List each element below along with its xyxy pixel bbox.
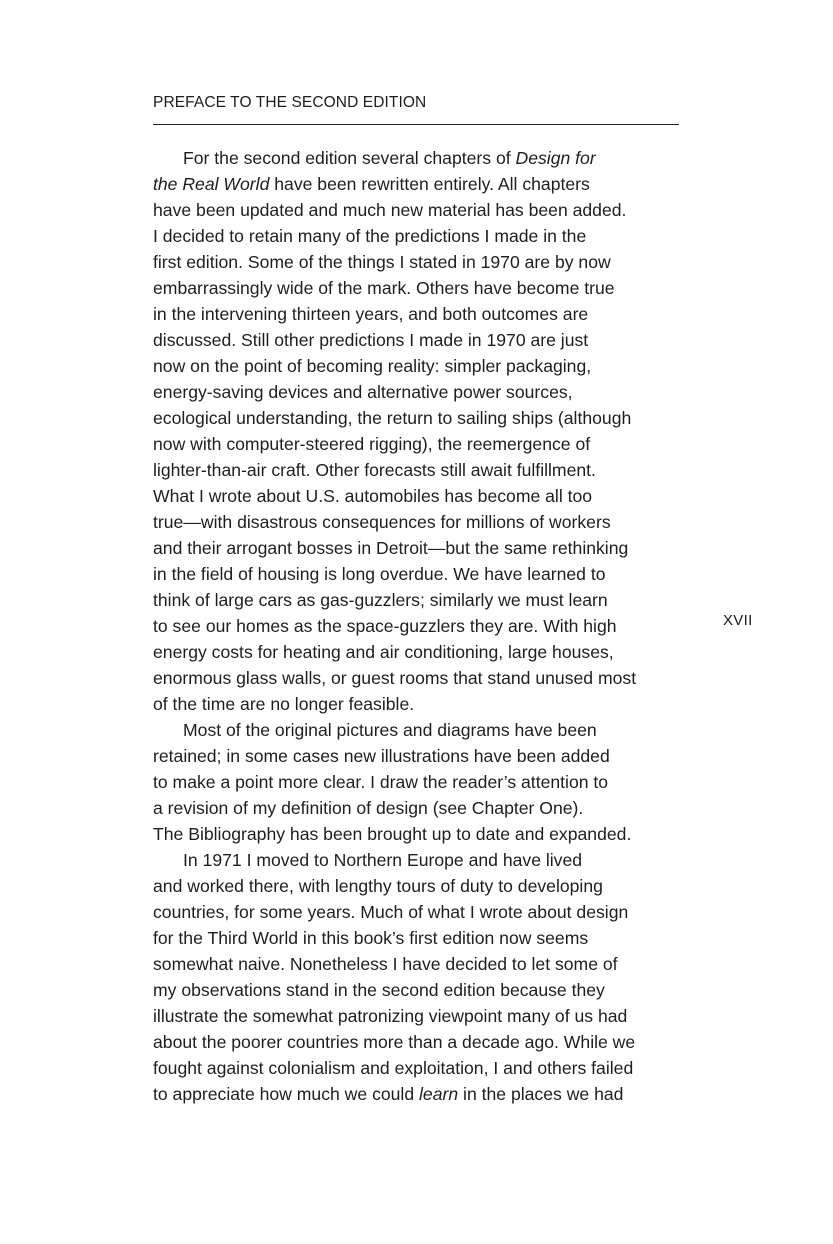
text-line (153, 327, 693, 353)
text-span: about the poorer countries more than a decade ago. While we (153, 1032, 636, 1052)
text-span: energy costs for heating and air conditioning, large houses, (153, 642, 614, 662)
text-span: and their arrogant bosses in Detroit—but the same rethinking (153, 538, 629, 558)
text-span: now on the point of becoming reality: simpler packaging, (153, 356, 592, 376)
text-span: to see our homes as the space-guzzlers they are. With high (153, 616, 617, 636)
text-line (153, 249, 693, 275)
text-line (153, 691, 693, 717)
text-line (153, 509, 693, 535)
paragraph-first-line (153, 847, 693, 873)
text-span: retained; in some cases new illustrations have been added (153, 746, 610, 766)
text-line (153, 613, 693, 639)
text-span: lighter-than-air craft. Other forecasts still await fulfillment. (153, 460, 596, 480)
text-span: enormous glass walls, or guest rooms that stand unused most (153, 668, 637, 688)
text-line (153, 1003, 693, 1029)
italic-text: Design for (515, 148, 596, 168)
text-span: energy-saving devices and alternative power sources, (153, 382, 573, 402)
text-span: in the field of housing is long overdue. We have learned to (153, 564, 606, 584)
text-span: somewhat naive. Nonetheless I have decided to let some of (153, 954, 618, 974)
text-span: now with computer-steered rigging), the reemergence of (153, 434, 591, 454)
text-span: countries, for some years. Much of what I wrote about design (153, 902, 629, 922)
text-span: have been updated and much new material has been added. (153, 200, 627, 220)
text-line (153, 457, 693, 483)
body-text (153, 145, 693, 1107)
text-line (153, 1055, 693, 1081)
text-span: think of large cars as gas-guzzlers; similarly we must learn (153, 590, 608, 610)
text-line (153, 535, 693, 561)
text-line (153, 821, 693, 847)
text-line (153, 405, 693, 431)
header-rule (153, 124, 679, 125)
text-line (153, 197, 693, 223)
italic-text: learn (419, 1084, 459, 1104)
text-line (153, 743, 693, 769)
text-line (153, 379, 693, 405)
text-span: In 1971 I moved to Northern Europe and have lived (183, 850, 583, 870)
text-span: fought against colonialism and exploitation, I and others failed (153, 1058, 634, 1078)
text-span: The Bibliography has been brought up to date and expanded. (153, 824, 632, 844)
text-line (153, 795, 693, 821)
text-line (153, 275, 693, 301)
text-line (153, 951, 693, 977)
text-span: I decided to retain many of the predictions I made in the (153, 226, 587, 246)
text-line (153, 873, 693, 899)
text-line (153, 431, 693, 457)
running-head: PREFACE TO THE SECOND EDITION (153, 94, 427, 111)
text-span: to make a point more clear. I draw the reader’s attention to (153, 772, 609, 792)
text-line (153, 1081, 693, 1107)
text-line (153, 925, 693, 951)
text-span: For the second edition several chapters of (183, 148, 516, 168)
text-span: What I wrote about U.S. automobiles has become all too (153, 486, 593, 506)
text-span: first edition. Some of the things I stated in 1970 are by now (153, 252, 611, 272)
text-span: in the places we had (458, 1084, 624, 1104)
text-line (153, 977, 693, 1003)
text-span: discussed. Still other predictions I made in 1970 are just (153, 330, 589, 350)
text-line (153, 639, 693, 665)
text-line (153, 1029, 693, 1055)
text-line (153, 301, 693, 327)
italic-text: the Real World (153, 174, 270, 194)
text-line (153, 769, 693, 795)
text-span: and worked there, with lengthy tours of duty to developing (153, 876, 603, 896)
text-span: for the Third World in this book’s first edition now seems (153, 928, 589, 948)
text-line (153, 171, 693, 197)
text-span: my observations stand in the second edition because they (153, 980, 605, 1000)
text-span: to appreciate how much we could (153, 1084, 420, 1104)
text-span: ecological understanding, the return to sailing ships (although (153, 408, 632, 428)
paragraph-first-line (153, 145, 693, 171)
text-span: have been rewritten entirely. All chapters (269, 174, 590, 194)
text-span: in the intervening thirteen years, and both outcomes are (153, 304, 589, 324)
text-span: Most of the original pictures and diagrams have been (183, 720, 597, 740)
text-line (153, 587, 693, 613)
text-line (153, 665, 693, 691)
paragraph-first-line (153, 717, 693, 743)
text-line (153, 223, 693, 249)
text-span: illustrate the somewhat patronizing viewpoint many of us had (153, 1006, 628, 1026)
text-span: a revision of my definition of design (see Chapter One). (153, 798, 584, 818)
page-number: XVII (723, 612, 753, 629)
text-line (153, 353, 693, 379)
text-span: of the time are no longer feasible. (153, 694, 415, 714)
text-span: embarrassingly wide of the mark. Others have become true (153, 278, 615, 298)
text-span: true—with disastrous consequences for millions of workers (153, 512, 611, 532)
text-line (153, 899, 693, 925)
text-line (153, 483, 693, 509)
text-line (153, 561, 693, 587)
